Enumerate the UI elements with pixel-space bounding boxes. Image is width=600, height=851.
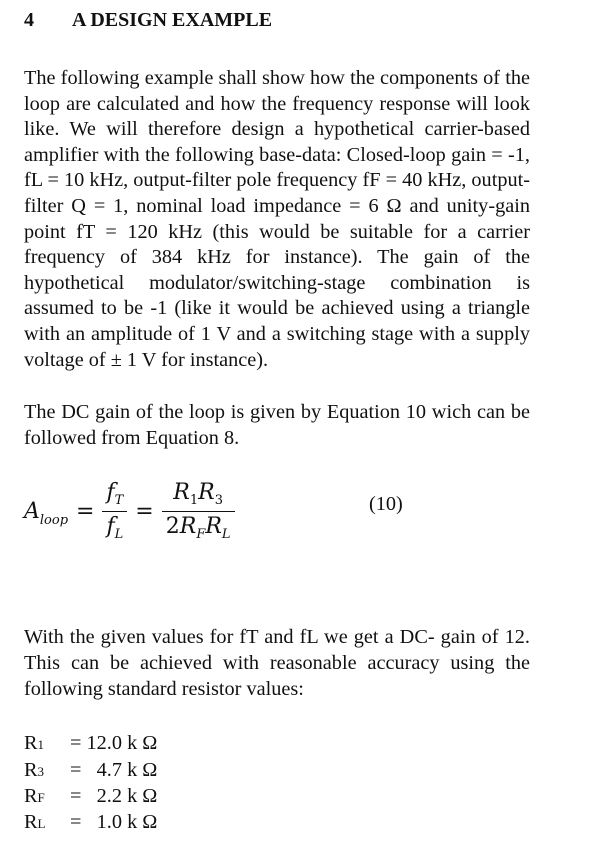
paragraph-intro: The following example shall show how the components of the loop are calculated and how the frequency response will look like. We will therefore design a hypothetical carrier-based amplifier with the following base-data: Closed-loop gain = -1, fL = 10 kHz, output-filter pole frequency fF = 40 kHz, output-filter Q = 1, nominal load impedance = 6 Ω and unity-gain point fT = 120 kHz (this would be suitable for a carrier frequency of 384 kHz for instance). The gain of the hypothetical modulator/switching-stage combination is assumed to be -1 (like it would be achieved using a triangle with an amplitude of 1 V and a switching stage with a supply voltage of ± 1 V for instance). xyxy=(24,67,530,371)
resistor-value: = 1.0 k Ω xyxy=(70,811,158,834)
section-heading xyxy=(24,8,530,32)
resistor-row xyxy=(24,731,530,757)
resistor-value: = 2.2 k Ω xyxy=(70,784,158,807)
equation-lhs xyxy=(24,498,69,528)
resistor-name: R3 xyxy=(24,758,45,781)
equals-sign: = xyxy=(76,498,95,524)
resistor-row xyxy=(24,758,530,784)
document-page xyxy=(24,8,530,837)
fraction-numerator: $f_T$ xyxy=(106,479,124,508)
resistor-list xyxy=(24,731,530,837)
fraction-numerator: $R_1R_3$ xyxy=(173,479,223,508)
fraction-denominator: $f_L$ xyxy=(106,513,124,542)
equation-10 xyxy=(24,467,235,555)
section-number: 4 xyxy=(24,9,34,31)
lhs-subscript: loop xyxy=(39,512,69,528)
resistor-name: R1 xyxy=(24,732,45,755)
paragraph-resistor-intro: With the given values for fT and fL we get a DC- gain of 12. This can be achieved with reasonable accuracy using the following standard resistor values: xyxy=(24,626,530,700)
equals-sign: = xyxy=(135,498,154,524)
fraction-resistor-ratio xyxy=(162,478,235,545)
equation-block xyxy=(24,467,530,555)
resistor-name: RL xyxy=(24,811,46,834)
fraction-ft-over-fl xyxy=(102,478,127,545)
paragraph-dc-gain: The DC gain of the loop is given by Equation 10 wich can be followed from Equation 8. xyxy=(24,401,530,449)
lhs-symbol: A xyxy=(24,498,40,524)
section-title: A DESIGN EXAMPLE xyxy=(72,9,273,31)
resistor-row xyxy=(24,784,530,810)
fraction-denominator: $2R_FR_L$ xyxy=(165,513,231,542)
resistor-value: = 12.0 k Ω xyxy=(70,732,158,755)
resistor-row xyxy=(24,810,530,836)
resistor-value: = 4.7 k Ω xyxy=(70,758,158,781)
resistor-name: RF xyxy=(24,784,45,807)
equation-number: (10) xyxy=(369,493,403,516)
